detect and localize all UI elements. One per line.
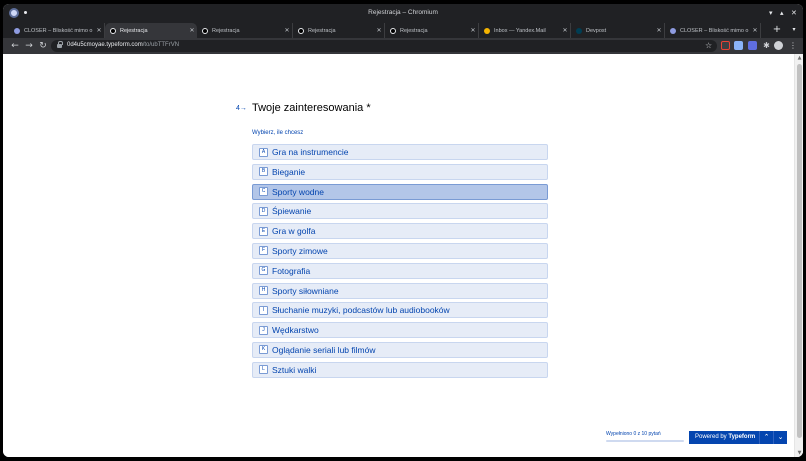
extensions-puzzle-icon[interactable]: ✱	[763, 41, 770, 50]
tab-label: Rejestracja	[212, 27, 240, 34]
progress-indicator	[606, 431, 684, 442]
choice-option[interactable]	[252, 223, 548, 239]
choice-key: J	[259, 326, 268, 335]
choice-key: G	[259, 266, 268, 275]
progress-track	[606, 440, 684, 442]
choice-label: Fotografia	[272, 265, 311, 276]
choice-label: Sporty siłowniane	[272, 285, 339, 296]
back-icon[interactable]: ←	[11, 41, 19, 51]
question-title: Twoje zainteresowania *	[252, 102, 371, 114]
close-tab-icon[interactable]: ✕	[376, 28, 382, 34]
chevron-down-icon: ⌄	[777, 434, 784, 441]
url-host: 0d4u5cmoyae.typeform.com	[67, 42, 143, 48]
scroll-up-icon[interactable]: ▲	[797, 55, 802, 61]
options-list	[252, 144, 548, 382]
url-text[interactable]	[67, 42, 179, 48]
previous-question-button[interactable]	[759, 431, 773, 444]
choice-key: A	[259, 148, 268, 157]
extension-badge-icon[interactable]	[721, 41, 730, 50]
choice-option[interactable]	[252, 203, 548, 219]
choice-option[interactable]	[252, 263, 548, 279]
tab-label: Inbox — Yandex.Mail	[494, 27, 546, 34]
choice-label: Gra w golfa	[272, 226, 316, 237]
typeform-page	[3, 54, 803, 457]
tab-strip	[3, 22, 803, 38]
extension-translate-icon[interactable]	[748, 41, 757, 50]
typeform-icon	[202, 28, 208, 34]
tab-1[interactable]	[9, 23, 105, 38]
choice-option[interactable]	[252, 164, 548, 180]
tab-8[interactable]	[665, 23, 761, 38]
close-tab-icon[interactable]: ✕	[656, 28, 662, 34]
choice-label: Sporty zimowe	[272, 245, 328, 256]
close-tab-icon[interactable]: ✕	[470, 28, 476, 34]
browser-window	[3, 4, 803, 457]
tab-label: CLOSER – Bliskość mimo o	[680, 27, 749, 34]
next-question-button[interactable]	[773, 431, 787, 444]
tab-7[interactable]	[571, 23, 665, 38]
reload-icon[interactable]: ↻	[39, 41, 47, 51]
choice-key: F	[259, 246, 268, 255]
profile-avatar-icon[interactable]	[774, 41, 783, 50]
choice-label: Słuchanie muzyki, podcastów lub audiobooków	[272, 305, 450, 316]
tab-label: Devpost	[586, 27, 607, 34]
choice-option[interactable]	[252, 302, 548, 318]
close-tab-icon[interactable]: ✕	[189, 28, 195, 34]
address-bar[interactable]	[51, 40, 717, 52]
choice-option[interactable]	[252, 322, 548, 338]
choice-option[interactable]	[252, 342, 548, 358]
choice-option[interactable]	[252, 243, 548, 259]
tab-5[interactable]	[385, 23, 479, 38]
tab-label: Rejestracja	[308, 27, 336, 34]
tab-label: CLOSER – Bliskość mimo o	[24, 27, 93, 34]
choice-option[interactable]	[252, 283, 548, 299]
choice-key: L	[259, 365, 268, 374]
close-tab-icon[interactable]: ✕	[752, 28, 758, 34]
maximize-icon[interactable]: ▴	[780, 9, 784, 17]
powered-by-typeform-button[interactable]	[689, 431, 761, 444]
scroll-down-icon[interactable]: ▼	[797, 450, 802, 456]
closer-icon	[670, 28, 676, 34]
choice-label: Sporty wodne	[272, 186, 324, 197]
typeform-icon	[298, 28, 304, 34]
progress-text: Wypełniono 0 z 10 pytań	[606, 431, 661, 437]
title-bar	[3, 4, 803, 22]
choice-key: B	[259, 167, 268, 176]
tab-4[interactable]	[293, 23, 385, 38]
yandex-mail-icon	[484, 28, 490, 34]
choice-label: Oglądanie seriali lub filmów	[272, 344, 376, 355]
choice-key: D	[259, 207, 268, 216]
browser-menu-icon[interactable]: ⋮	[789, 41, 797, 50]
choice-label: Gra na instrumencie	[272, 147, 349, 157]
page-scrollbar[interactable]	[794, 54, 803, 457]
tab-label: Rejestracja	[400, 27, 428, 34]
typeform-icon	[390, 28, 396, 34]
choice-key: I	[259, 306, 268, 315]
question-arrow-icon: →	[239, 105, 247, 112]
typeform-icon	[110, 28, 116, 34]
chevron-up-icon: ⌃	[763, 434, 770, 441]
devpost-icon	[576, 28, 582, 34]
question-hint: Wybierz, ile chcesz	[252, 130, 304, 136]
url-path: /to/ubTTFrVN	[142, 42, 180, 48]
browser-toolbar	[3, 38, 803, 54]
tab-2[interactable]	[105, 23, 197, 38]
choice-key: H	[259, 286, 268, 295]
new-tab-icon[interactable]: +	[772, 24, 782, 35]
window-title: Rejestracja – Chromium	[368, 9, 438, 16]
tab-label: Rejestracja	[120, 27, 148, 34]
question-number	[236, 105, 247, 112]
choice-key: K	[259, 345, 268, 354]
question-number-value: 4	[236, 105, 240, 112]
choice-label: Bieganie	[272, 166, 306, 177]
choice-label: Sztuki walki	[272, 364, 317, 375]
lock-icon[interactable]	[57, 43, 62, 49]
close-tab-icon[interactable]: ✕	[96, 28, 102, 34]
choice-key: E	[259, 227, 268, 236]
choice-key: C	[259, 187, 268, 196]
close-tab-icon[interactable]: ✕	[284, 28, 290, 34]
tab-6[interactable]	[479, 23, 571, 38]
choice-label: Śpiewanie	[272, 206, 312, 217]
extension-card-icon[interactable]	[734, 41, 743, 50]
bookmark-star-icon[interactable]: ☆	[705, 41, 713, 50]
minimize-icon[interactable]: ▾	[769, 9, 773, 17]
scrollbar-thumb[interactable]	[797, 64, 802, 438]
forward-icon[interactable]: →	[25, 41, 33, 51]
powered-prefix: Powered by	[695, 434, 727, 440]
close-window-icon[interactable]: ✕	[791, 9, 797, 17]
choice-label: Wędkarstwo	[272, 325, 319, 336]
close-tab-icon[interactable]: ✕	[562, 28, 568, 34]
choice-option[interactable]	[252, 362, 548, 378]
tab-3[interactable]	[197, 23, 293, 38]
choice-option[interactable]	[252, 184, 548, 200]
powered-brand: Typeform	[728, 434, 756, 440]
choice-option[interactable]	[252, 144, 548, 160]
closer-icon	[14, 28, 20, 34]
tab-search-icon[interactable]: ▾	[792, 26, 796, 33]
